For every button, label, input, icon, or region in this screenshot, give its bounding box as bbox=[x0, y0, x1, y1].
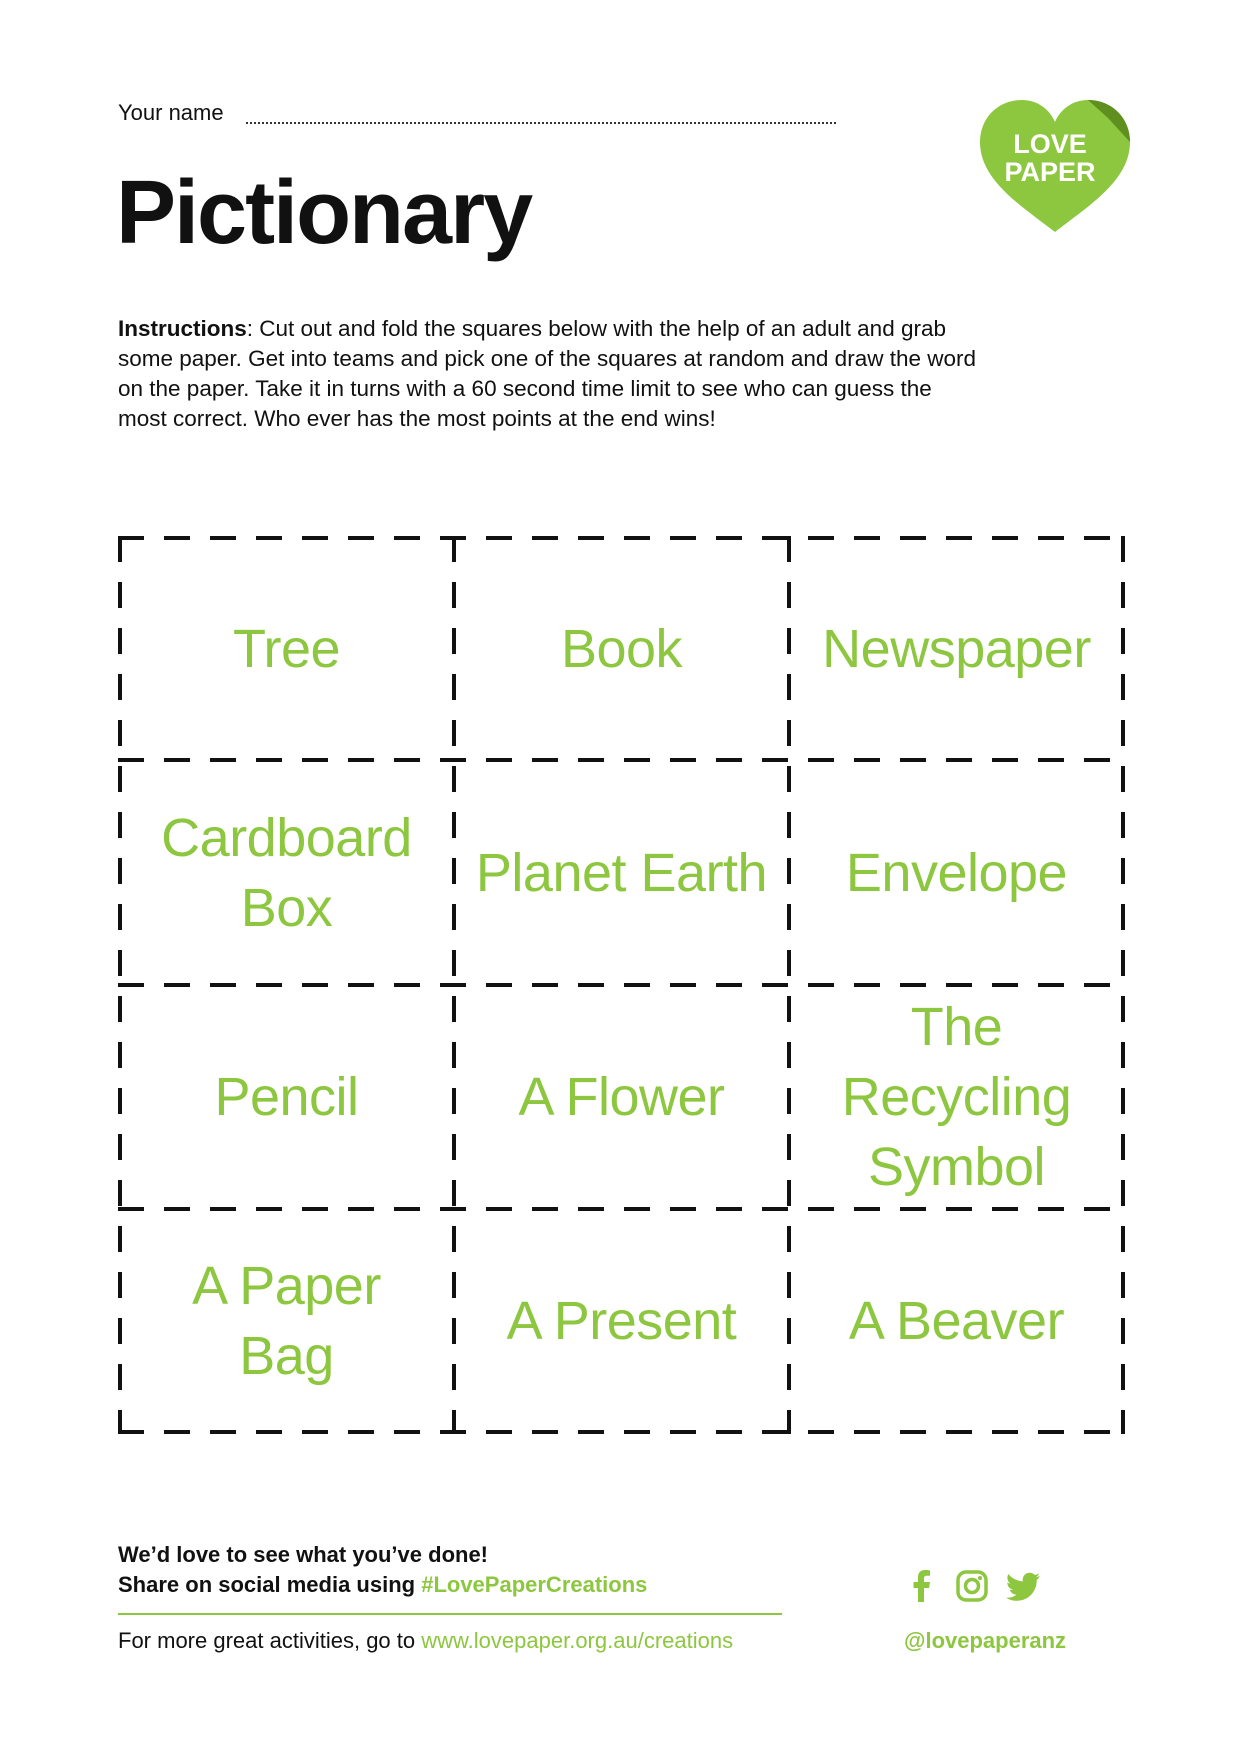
instructions-lead: Instructions bbox=[118, 316, 247, 341]
card-10 bbox=[119, 1209, 454, 1433]
footer-activities-text: For more great activities, go to bbox=[118, 1628, 422, 1653]
hashtag: #LovePaperCreations bbox=[421, 1572, 648, 1597]
social-handle[interactable]: @lovepaperanz bbox=[904, 1628, 1067, 1653]
card-word: Newspaper bbox=[822, 619, 1091, 679]
card-word: Book bbox=[560, 619, 683, 679]
card-word: Planet Earth bbox=[475, 843, 768, 903]
card-9 bbox=[789, 985, 1124, 1209]
footer-divider bbox=[118, 1613, 782, 1615]
card-word: A Present bbox=[506, 1291, 737, 1351]
card-8 bbox=[454, 985, 789, 1209]
name-fill-line bbox=[246, 122, 836, 124]
footer bbox=[118, 1540, 1128, 1653]
card-word: Pencil bbox=[214, 1067, 359, 1127]
card-3 bbox=[789, 537, 1124, 761]
facebook-icon[interactable] bbox=[904, 1568, 940, 1604]
footer-line1: We’d love to see what you’ve done! bbox=[118, 1542, 489, 1567]
card-word: Envelope bbox=[845, 843, 1068, 903]
card-6 bbox=[789, 761, 1124, 985]
card-word: A Beaver bbox=[848, 1291, 1065, 1351]
twitter-icon[interactable] bbox=[1004, 1568, 1044, 1604]
card-11 bbox=[454, 1209, 789, 1433]
page-title: Pictionary bbox=[116, 163, 532, 263]
card-word: The Recycling Symbol bbox=[841, 997, 1072, 1197]
card-1 bbox=[119, 537, 454, 761]
logo-line-love: LOVE bbox=[1013, 129, 1087, 159]
logo-text bbox=[980, 130, 1120, 186]
card-word: A Flower bbox=[518, 1067, 725, 1127]
website-link[interactable]: www.lovepaper.org.au/creations bbox=[421, 1628, 734, 1653]
card-word: Tree bbox=[232, 619, 341, 679]
name-field-row bbox=[118, 100, 224, 126]
footer-share-text: Share on social media using bbox=[118, 1572, 422, 1597]
card-12 bbox=[789, 1209, 1124, 1433]
card-word: A Paper Bag bbox=[192, 1256, 381, 1386]
instructions bbox=[118, 314, 978, 434]
logo-line-paper: PAPER bbox=[1004, 157, 1096, 187]
instructions-text: : Cut out and fold the squares below with the help of an adult and grab some paper. Get into teams and pick one of the squares at random and draw the word on the paper. Take it in turns with a 60 second time limit to see who can guess the most correct. Who ever has the most points at the end wins! bbox=[118, 316, 976, 431]
name-label: Your name bbox=[118, 100, 224, 125]
card-7 bbox=[119, 985, 454, 1209]
card-5 bbox=[454, 761, 789, 985]
card-4 bbox=[119, 761, 454, 985]
social-icons bbox=[904, 1568, 1044, 1604]
card-word: Cardboard Box bbox=[161, 808, 412, 938]
instagram-icon[interactable] bbox=[954, 1568, 990, 1604]
card-2 bbox=[454, 537, 789, 761]
card-grid bbox=[118, 536, 1125, 1434]
footer-line3 bbox=[118, 1628, 733, 1654]
